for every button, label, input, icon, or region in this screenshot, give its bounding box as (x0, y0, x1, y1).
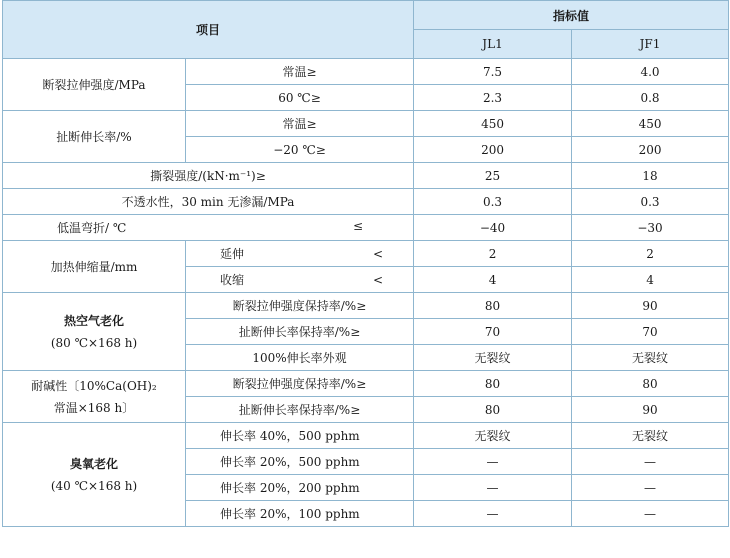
tear-label: 撕裂强度/(kN·m⁻¹)≥ (3, 163, 414, 189)
ozone-jl1-2: — (414, 449, 572, 475)
table-row (3, 163, 729, 189)
bend-label: 低温弯折/ ℃ (57, 221, 127, 235)
header-jl1: JL1 (414, 30, 572, 59)
shrink-sign-1: < (372, 246, 384, 261)
alkali-cond-1: 断裂拉伸强度保持率/%≥ (186, 371, 414, 397)
header-item: 项目 (3, 1, 414, 59)
hotair-label-cell (3, 293, 186, 371)
tensile-jl1-1: 7.5 (414, 59, 572, 85)
alkali-jf1-2: 90 (572, 397, 729, 423)
hotair-jf1-2: 70 (572, 319, 729, 345)
ozone-jl1-4: — (414, 501, 572, 527)
spec-table (2, 0, 729, 527)
table-row (3, 423, 729, 449)
ozone-label-2: (40 ℃×168 h) (50, 478, 138, 493)
tear-jf1: 18 (572, 163, 729, 189)
elongation-jl1-2: 200 (414, 137, 572, 163)
header-jf1: JF1 (572, 30, 729, 59)
ozone-cond-4: 伸长率 20%，100 pphm (186, 501, 414, 527)
ozone-jl1-1: 无裂纹 (414, 423, 572, 449)
alkali-jf1-1: 80 (572, 371, 729, 397)
elongation-cond-1: 常温≥ (186, 111, 414, 137)
shrink-cond-2: 收缩 (220, 273, 245, 287)
hotair-label-1: 热空气老化 (63, 313, 124, 328)
bend-jf1: −30 (572, 215, 729, 241)
bend-sign: ≤ (352, 219, 364, 233)
hotair-jf1-3: 无裂纹 (572, 345, 729, 371)
hotair-cond-1: 断裂拉伸强度保持率/%≥ (186, 293, 414, 319)
water-label: 不透水性，30 min 无渗漏/MPa (3, 189, 414, 215)
alkali-label-2: 常温×168 h〕 (53, 400, 135, 415)
elongation-label: 扯断伸长率/% (3, 111, 186, 163)
shrink-jl1-2: 4 (414, 267, 572, 293)
shrink-jf1-2: 4 (572, 267, 729, 293)
water-jf1: 0.3 (572, 189, 729, 215)
elongation-jl1-1: 450 (414, 111, 572, 137)
ozone-label-cell (3, 423, 186, 527)
ozone-jl1-3: — (414, 475, 572, 501)
table-row (3, 189, 729, 215)
shrink-cond-1: 延伸 (220, 247, 245, 261)
header-index-value: 指标值 (414, 1, 729, 30)
elongation-cond-2: −20 ℃≥ (186, 137, 414, 163)
table-row (3, 59, 729, 85)
elongation-jf1-2: 200 (572, 137, 729, 163)
hotair-jl1-1: 80 (414, 293, 572, 319)
alkali-jl1-1: 80 (414, 371, 572, 397)
shrink-cond-cell-1 (186, 241, 414, 267)
alkali-cond-2: 扯断伸长率保持率/%≥ (186, 397, 414, 423)
hotair-cond-2: 扯断伸长率保持率/%≥ (186, 319, 414, 345)
alkali-jl1-2: 80 (414, 397, 572, 423)
tensile-jf1-2: 0.8 (572, 85, 729, 111)
table-row (3, 293, 729, 319)
ozone-cond-1: 伸长率 40%，500 pphm (186, 423, 414, 449)
tensile-label: 断裂拉伸强度/MPa (3, 59, 186, 111)
tensile-jf1-1: 4.0 (572, 59, 729, 85)
tear-jl1: 25 (414, 163, 572, 189)
bend-cell (3, 215, 414, 241)
ozone-cond-3: 伸长率 20%，200 pphm (186, 475, 414, 501)
ozone-cond-2: 伸长率 20%，500 pphm (186, 449, 414, 475)
header-row (3, 1, 729, 30)
shrink-jf1-1: 2 (572, 241, 729, 267)
shrink-sign-2: < (372, 272, 384, 287)
table-row (3, 241, 729, 267)
hotair-label-2: (80 ℃×168 h) (50, 335, 138, 350)
tensile-cond-2: 60 ℃≥ (186, 85, 414, 111)
shrink-cond-cell-2 (186, 267, 414, 293)
hotair-jf1-1: 90 (572, 293, 729, 319)
ozone-label-1: 臭氧老化 (69, 456, 118, 471)
tensile-cond-1: 常温≥ (186, 59, 414, 85)
hotair-cond-3: 100%伸长率外观 (186, 345, 414, 371)
table-row (3, 215, 729, 241)
hotair-jl1-3: 无裂纹 (414, 345, 572, 371)
ozone-jf1-4: — (572, 501, 729, 527)
ozone-jf1-2: — (572, 449, 729, 475)
shrink-jl1-1: 2 (414, 241, 572, 267)
shrink-label: 加热伸缩量/mm (3, 241, 186, 293)
ozone-jf1-1: 无裂纹 (572, 423, 729, 449)
table-row (3, 371, 729, 397)
tensile-jl1-2: 2.3 (414, 85, 572, 111)
bend-jl1: −40 (414, 215, 572, 241)
alkali-label-1: 耐碱性〔10%Ca(OH)₂ (31, 378, 157, 393)
elongation-jf1-1: 450 (572, 111, 729, 137)
table-row (3, 111, 729, 137)
water-jl1: 0.3 (414, 189, 572, 215)
alkali-label-cell (3, 371, 186, 423)
hotair-jl1-2: 70 (414, 319, 572, 345)
ozone-jf1-3: — (572, 475, 729, 501)
